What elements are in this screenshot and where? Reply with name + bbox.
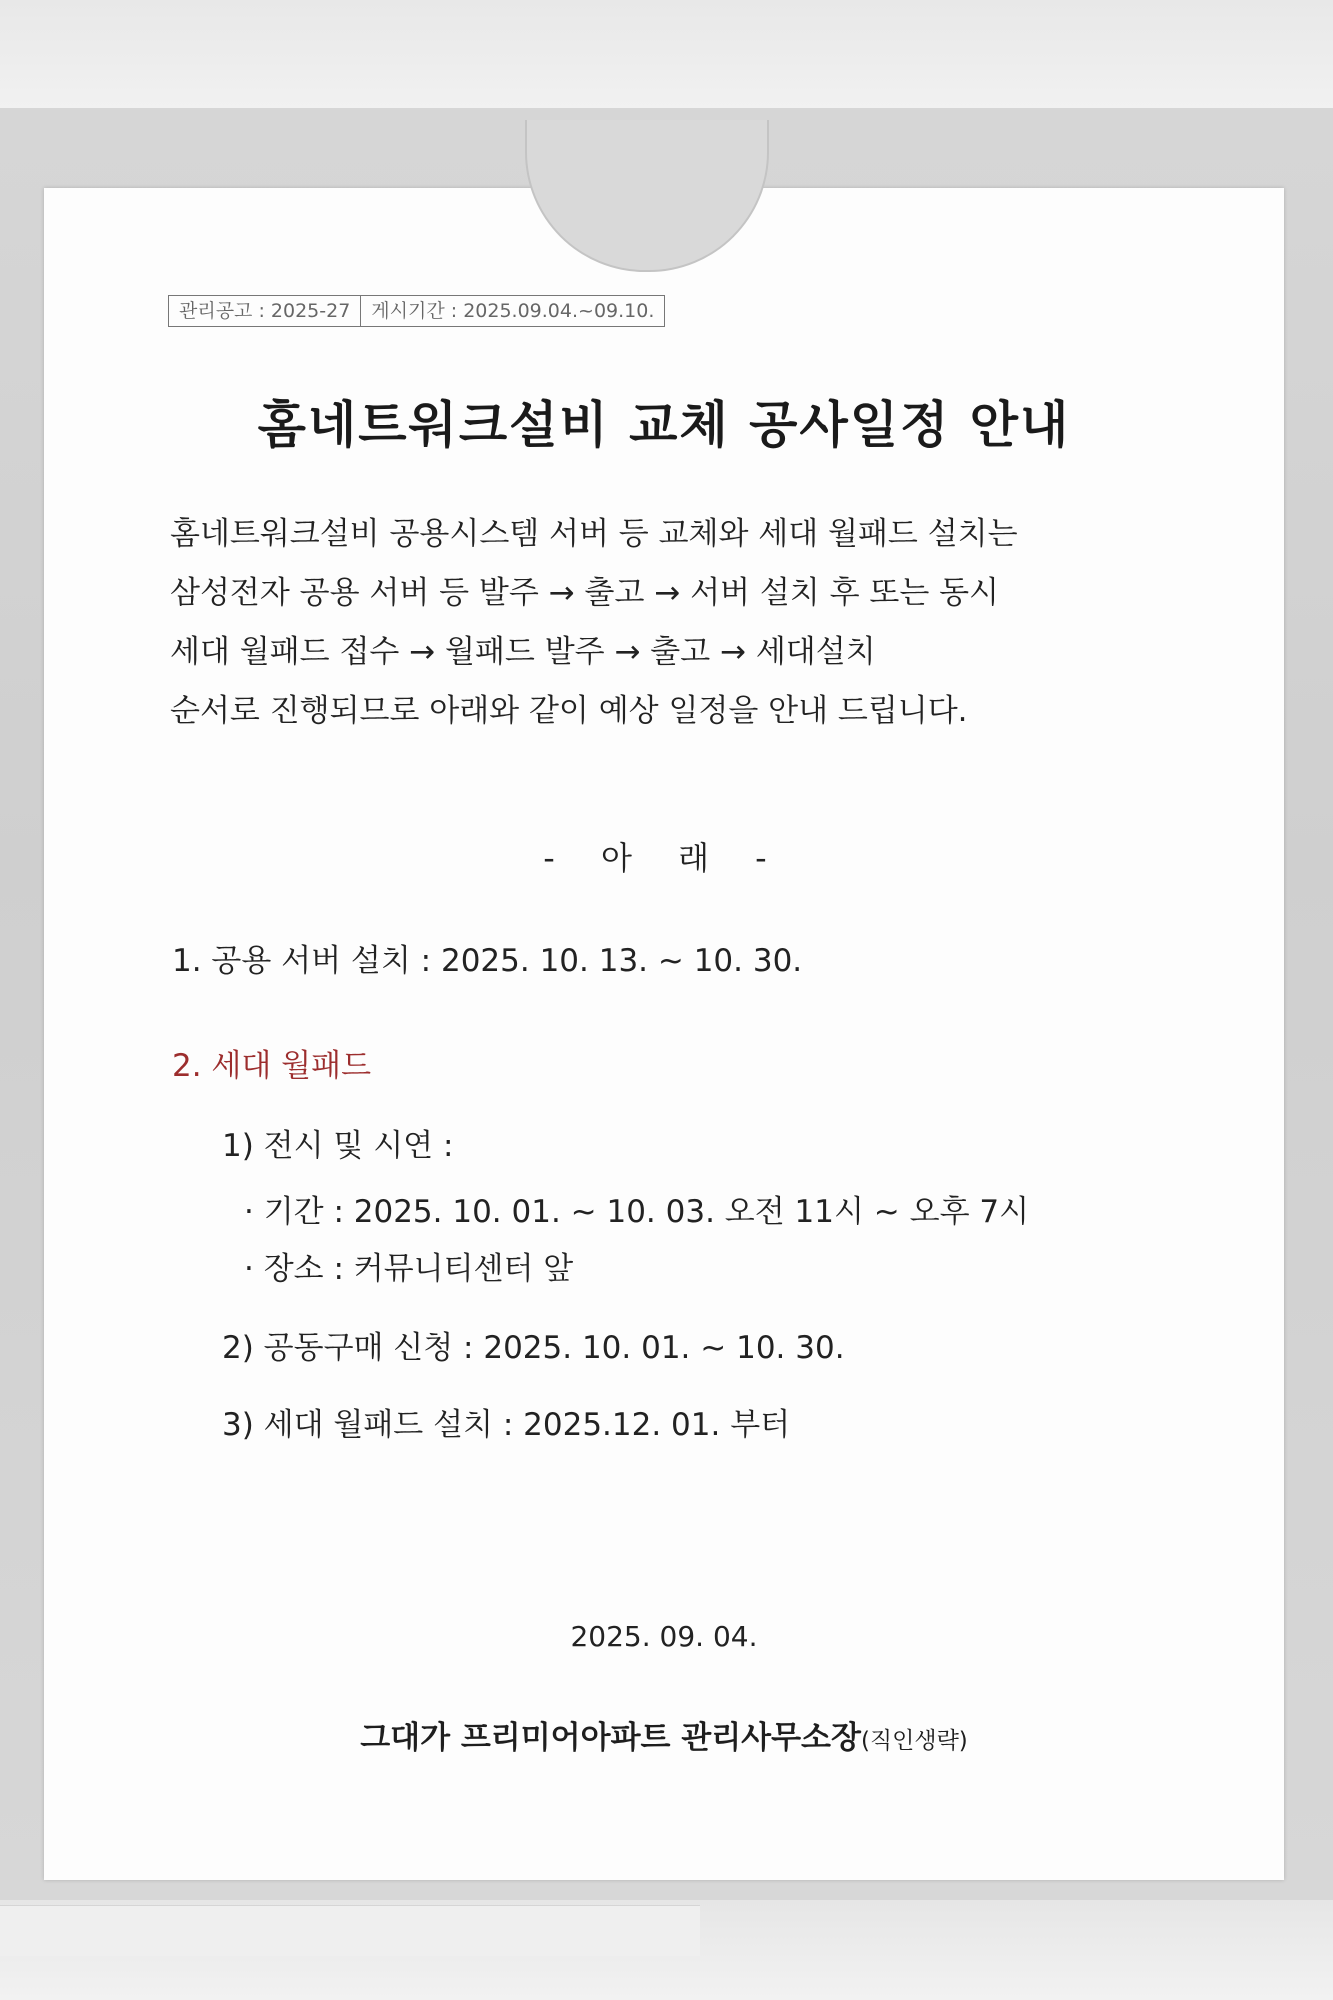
posting-period: 게시기간 : 2025.09.04.~09.10. [360, 296, 664, 326]
intro-line: 홈네트워크설비 공용시스템 서버 등 교체와 세대 월패드 설치는 [170, 516, 1018, 552]
bullet-place: · 장소 : 커뮤니티센터 앞 [244, 1251, 574, 1287]
notice-title: 홈네트워크설비 교체 공사일정 안내 [257, 396, 1071, 454]
intro-line: 삼성전자 공용 서버 등 발주 → 출고 → 서버 설치 후 또는 동시 [170, 575, 1000, 611]
sub-item-group-purchase: 2) 공동구매 신청 : 2025. 10. 01. ~ 10. 30. [222, 1330, 845, 1366]
item-wallpad-heading: 2. 세대 월패드 [172, 1048, 372, 1084]
sub-item-exhibition: 1) 전시 및 시연 : [222, 1128, 454, 1164]
sub-item-wallpad-install: 3) 세대 월패드 설치 : 2025.12. 01. 부터 [222, 1407, 791, 1443]
intro-paragraph [170, 505, 1250, 741]
intro-line: 세대 월패드 접수 → 월패드 발주 → 출고 → 세대설치 [170, 634, 876, 670]
notice-header-box [168, 295, 665, 327]
frame-bottom-strip [0, 1905, 700, 1956]
notice-number: 관리공고 : 2025-27 [179, 300, 351, 322]
signature-name: 그대가 프리미어아파트 관리사무소장 [360, 1720, 861, 1756]
item-server-install: 1. 공용 서버 설치 : 2025. 10. 13. ~ 10. 30. [172, 943, 803, 979]
signature-line [44, 1712, 1284, 1757]
bullet-period: · 기간 : 2025. 10. 01. ~ 10. 03. 오전 11시 ~ 오후 7시 [244, 1194, 1030, 1230]
intro-line: 순서로 진행되므로 아래와 같이 예상 일정을 안내 드립니다. [170, 693, 968, 729]
notice-date: 2025. 09. 04. [570, 1620, 758, 1653]
wall-background [0, 0, 1333, 108]
below-heading: - 아 래 - [543, 839, 785, 877]
signature-note: (직인생략) [860, 1728, 968, 1754]
